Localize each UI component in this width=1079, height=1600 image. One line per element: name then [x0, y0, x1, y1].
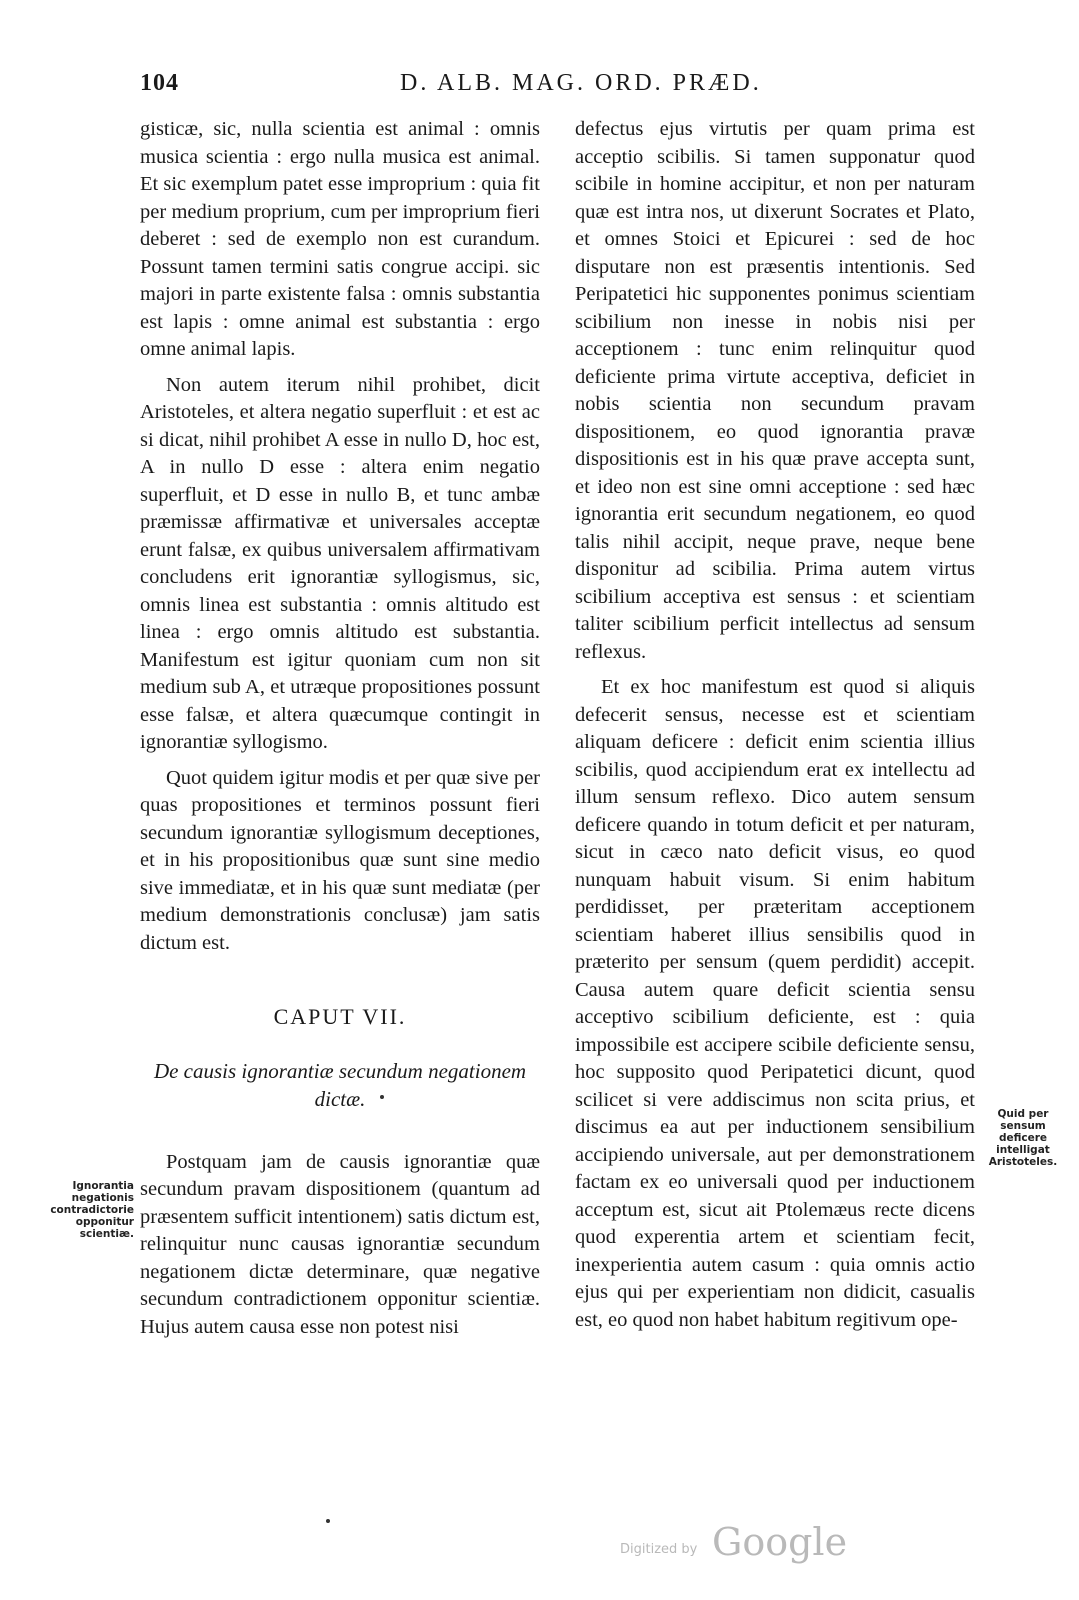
ink-dot [380, 1095, 384, 1099]
right-paragraph-1: defectus ejus virtutis per quam prima est acceptio scibilis. Si tamen supponatur quod scibile in homine accipitur, et non per naturam quæ est intra nos, ut dixerunt Socrates et Plato, et omnes Stoici et Epicurei : sed de hoc disputare non est præsentis intentionis. Sed Peripatetici hic supponentes ponimus scientiam scibilium non inesse in nobis nisi per acceptionem : tunc enim relinquitur quod deficiente prima virtute acceptiva, deficiet in nobis scientia non secundum pravam dispositionem, eo quod ignorantia pravæ dispositionis est in his quæ prave accepta sunt, et ideo non est sine omni acceptione : sed hæc ignorantia erit secundum negationem, eo quod talis nihil accipit, neque prave, neque bene disponitur ad scibilia. Prima autem virtus scibilium acceptiva est sensus : et scientiam taliter scibilium perficit intellectus ad sensum reflexus. [575, 118, 975, 663]
ink-dot [326, 1519, 330, 1523]
left-paragraph-2: Non autem iterum nihil prohibet, dicit Aristoteles, et altera negatio superfluit : et est ac si dicat, nihil prohibet A esse in nullo D, hoc est, A in nullo D esse : altera enim negatio superfluit, et D esse in nullo B, et tunc ambæ præmissæ affirmativæ et universales acceptæ erunt falsæ, ex quibus universalem affirmativam concludens erit ignorantiæ syllogismus, sic, omnis linea est substantia : omnis altitudo est linea : ergo omnis altitudo est substantia. Manifestum est igitur quoniam cum non sit medium sub A, et utræque propositiones possunt esse falsæ, et altera quæcumque contingit in ignorantiæ syllogismo. [140, 373, 540, 753]
margin-note-left: Ignorantia negationis contradictorie opponitur scientiæ. [50, 1180, 134, 1240]
digitized-by-watermark [620, 1520, 848, 1570]
left-paragraph-4: Postquam jam de causis ignorantiæ quæ secundum pravam dispositionem (quantum ad præsentem sufficit intentionem) satis dictum est, relinquitur nunc causas ignorantiæ secundum negationem dictæ determinare, quæ negative secundum contradictionem opponitur scientiæ. Hujus autem causa esse non potest nisi [140, 1150, 540, 1338]
running-title: D. ALB. MAG. ORD. PRÆD. [400, 70, 762, 96]
left-column [140, 116, 540, 1349]
page-number: 104 [140, 70, 179, 96]
chapter-title: CAPUT VII. [273, 1004, 407, 1029]
chapter-subtitle: De causis ignorantiæ secundum negationem dictæ. [153, 1058, 527, 1111]
left-paragraph-1: gisticæ, sic, nulla scientia est animal : omnis musica scientia : ergo nulla musica est animal. Et sic exemplum patet esse improprium : quia fit per medium proprium, cum per improprium fieri deberet : sed de exemplo non est curandum. Possunt tamen termini satis congrue accipi. sic majori in parte existente falsa : omnis substantia est lapis : omne animal est substantia : ergo omne animal lapis. [140, 118, 540, 360]
digitized-by-text: Digitized by [620, 1542, 698, 1557]
margin-note-right: Quid per sensum deficere intelligat Aristoteles. [988, 1108, 1058, 1168]
right-column [575, 116, 975, 1342]
right-paragraph-2: Et ex hoc manifestum est quod si aliquis defecerit sensus, necesse est et scientiam aliquam deficere : deficit enim scientia illius scibilis, quod accipiendum erat ex intellectu ad illum sensum reflexo. Dico autem sensum deficere quando in totum deficit et per naturam, sicut in cæco nato deficit visus, eo quod nunquam habuit visum. Si enim habitum perdidisset, per præteritam acceptionem scientiam haberet illius sensibilis quod in præterito per sensum (quem perdidit) accepit. Causa autem quare deficit scientia sensu acceptivo scibilium deficiente, est : quia impossibile est accipere scibile deficiente sensu, hoc supposito quod Peripatetici dicunt, quod scilicet si vere addiscimus non scita prius, et discimus ea aut per inductionem sensibilium accipiendo universale, aut per demonstrationem factam ex eo universali quod per inductionem acceptum est, sicut ait Ptolemæus recte dicens quod experentia artem et scientiam fecit, inexperientia autem casum : quia omnis actio ejus qui per experientiam non didicit, casualis est, eo quod non habet habitum regitivum ope- [575, 676, 975, 1331]
left-paragraph-3: Quot quidem igitur modis et per quæ sive per quas propositiones et terminos possunt fieri secundum ignorantiæ syllogismum deceptiones, et in his propositionibus quæ sunt sine medio sive immediatæ, et in his quæ sunt mediatæ (per medium demonstrationis conclusæ) jam satis dictum est. [140, 766, 540, 954]
page-header [140, 70, 980, 100]
google-logo: Google [712, 1520, 848, 1564]
